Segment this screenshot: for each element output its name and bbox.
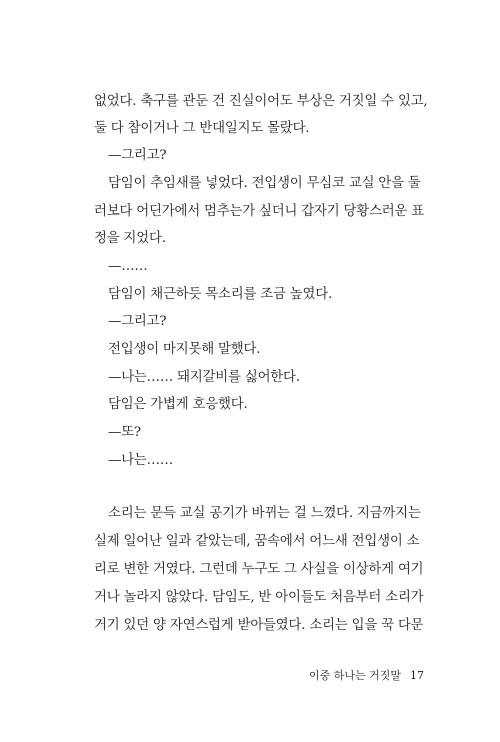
dialogue-line: —그리고? <box>108 314 167 329</box>
text-line: 실제 일어난 일과 같았는데, 꿈속에서 어느새 전입생이 소 <box>94 534 420 549</box>
text-line: 러보다 어딘가에서 멈추는가 싶더니 갑자기 당황스러운 표 <box>94 204 424 219</box>
dialogue-line: —그리고? <box>108 148 167 163</box>
page-number: 17 <box>410 669 424 682</box>
text-line: 담임은 가볍게 호응했다. <box>108 397 248 412</box>
text-line: 둘 다 참이거나 그 반대일지도 몰랐다. <box>94 121 310 136</box>
text-line: 없었다. 축구를 관둔 건 진실이어도 부상은 거짓일 수 있고, <box>94 94 428 109</box>
text-line: 리로 변한 거였다. 그런데 누구도 그 사실을 이상하게 여기 <box>94 562 424 577</box>
text-line: 거기 있던 양 자연스럽게 받아들였다. 소리는 입을 꾹 다문 <box>94 618 424 633</box>
text-line: 전입생이 마지못해 말했다. <box>108 342 261 357</box>
text-line: 담임이 채근하듯 목소리를 조금 높였다. <box>108 287 333 302</box>
dialogue-line: —나는…… <box>108 453 174 468</box>
dialogue-line: —…… <box>108 259 148 274</box>
running-title: 이중 하나는 거짓말 <box>308 669 401 682</box>
text-line: 담임이 추임새를 넣었다. 전입생이 무심코 교실 안을 둘 <box>108 176 421 191</box>
text-line: 거나 놀라지 않았다. 담임도, 반 아이들도 처음부터 소리가 <box>94 590 424 605</box>
page-footer <box>300 669 424 683</box>
text-line: 정을 지었다. <box>94 231 166 246</box>
dialogue-line: —나는…… 돼지갈비를 싫어한다. <box>108 370 300 385</box>
text-line: 소리는 문득 교실 공기가 바뀌는 걸 느꼈다. 지금까지는 <box>108 506 421 521</box>
dialogue-line: —또? <box>108 425 141 440</box>
